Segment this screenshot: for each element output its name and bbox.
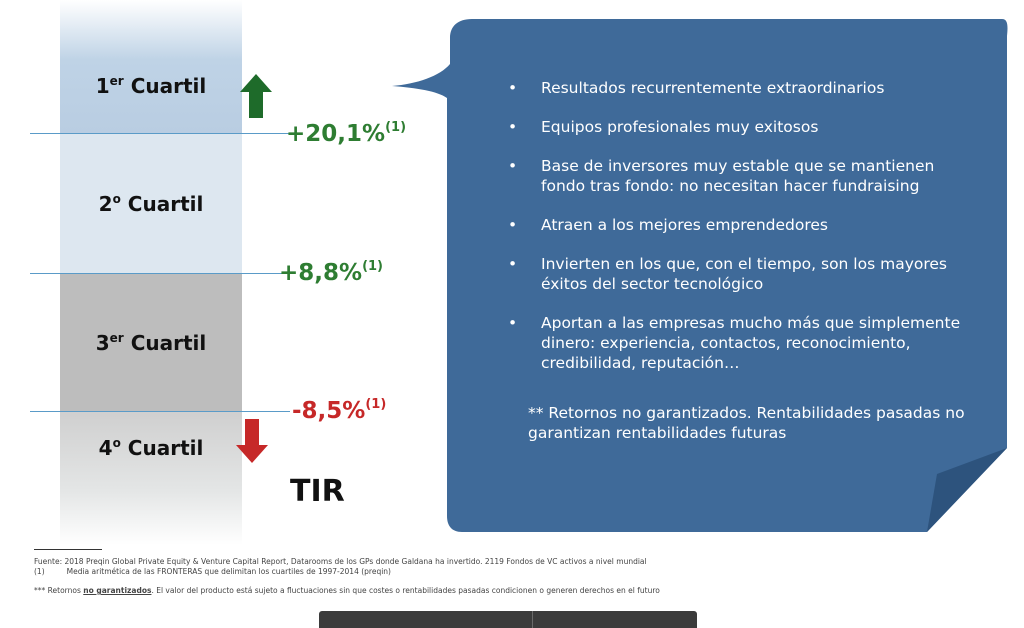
bullet-item: • Invierten en los que, con el tiempo, son los mayores éxitos del sector tecnológico: [508, 255, 947, 293]
quartile-band-4: [60, 411, 242, 545]
return-bottom-boundary: -8,5%$^{(1)}$: [292, 397, 387, 424]
bullet-dot-icon: •: [508, 79, 518, 97]
bullet-dot-icon: •: [508, 216, 518, 234]
bullet-dot-icon: •: [508, 255, 518, 273]
boundary-line-top: [30, 133, 292, 134]
returns-disclaimer: *** Retornos no garantizados. El valor del producto está sujeto a fluctuaciones sin que costes o rentabilidades pasadas condicionen o generen derechos en el futuro: [34, 586, 660, 595]
disclaimer-note: ** Retornos no garantizados. Rentabilidades pasadas no garantizan rentabilidades futuras: [528, 404, 965, 442]
bullet-item: • Resultados recurrentemente extraordinarios: [508, 79, 885, 97]
quartile-1-label: 1er Cuartil: [95, 74, 207, 98]
arrow-up-icon: [240, 74, 272, 118]
boundary-line-bottom: [30, 411, 290, 412]
bullet-item: • Aportan a las empresas mucho más que simplemente dinero: experiencia, contactos, reconocimiento, credibilidad, reputación…: [508, 314, 961, 372]
bullet-item: • Equipos profesionales muy exitosos: [508, 118, 819, 136]
arrow-down-icon: [236, 419, 268, 463]
quartile-4-label: 4$^o$ Cuartil: [98, 436, 204, 460]
quartile-3-label: 3er Cuartil: [95, 331, 207, 355]
bullet-item: • Atraen a los mejores emprendedores: [508, 216, 828, 234]
toolbar-divider: [532, 611, 533, 628]
presentation-toolbar[interactable]: [319, 611, 697, 628]
footnote-1: (1) Media aritmética de las FRONTERAS que delimitan los cuartiles de 1997-2014 (preqin): [34, 567, 391, 576]
quartile-2-label: 2$^o$ Cuartil: [98, 192, 204, 216]
bullet-dot-icon: •: [508, 314, 518, 332]
callout-bullet-list: [508, 78, 978, 392]
tir-label: TIR: [290, 474, 345, 509]
return-middle-boundary: +8,8%$^{(1)}$: [279, 259, 383, 286]
bullet-dot-icon: •: [508, 157, 518, 175]
quartile-band-1: [60, 0, 242, 133]
bullet-dot-icon: •: [508, 118, 518, 136]
bullet-item: • Base de inversores muy estable que se mantienen fondo tras fondo: no necesitan hacer fundraising: [508, 157, 935, 195]
return-top-boundary: +20,1%$^{(1)}$: [286, 120, 407, 147]
footnote-rule: [34, 549, 102, 550]
boundary-line-middle: [30, 273, 288, 274]
source-footnote: Fuente: 2018 Preqin Global Private Equity & Venture Capital Report, Datarooms de los GPs donde Galdana ha invertido. 2119 Fondos de VC activos a nivel mundial: [34, 557, 647, 566]
